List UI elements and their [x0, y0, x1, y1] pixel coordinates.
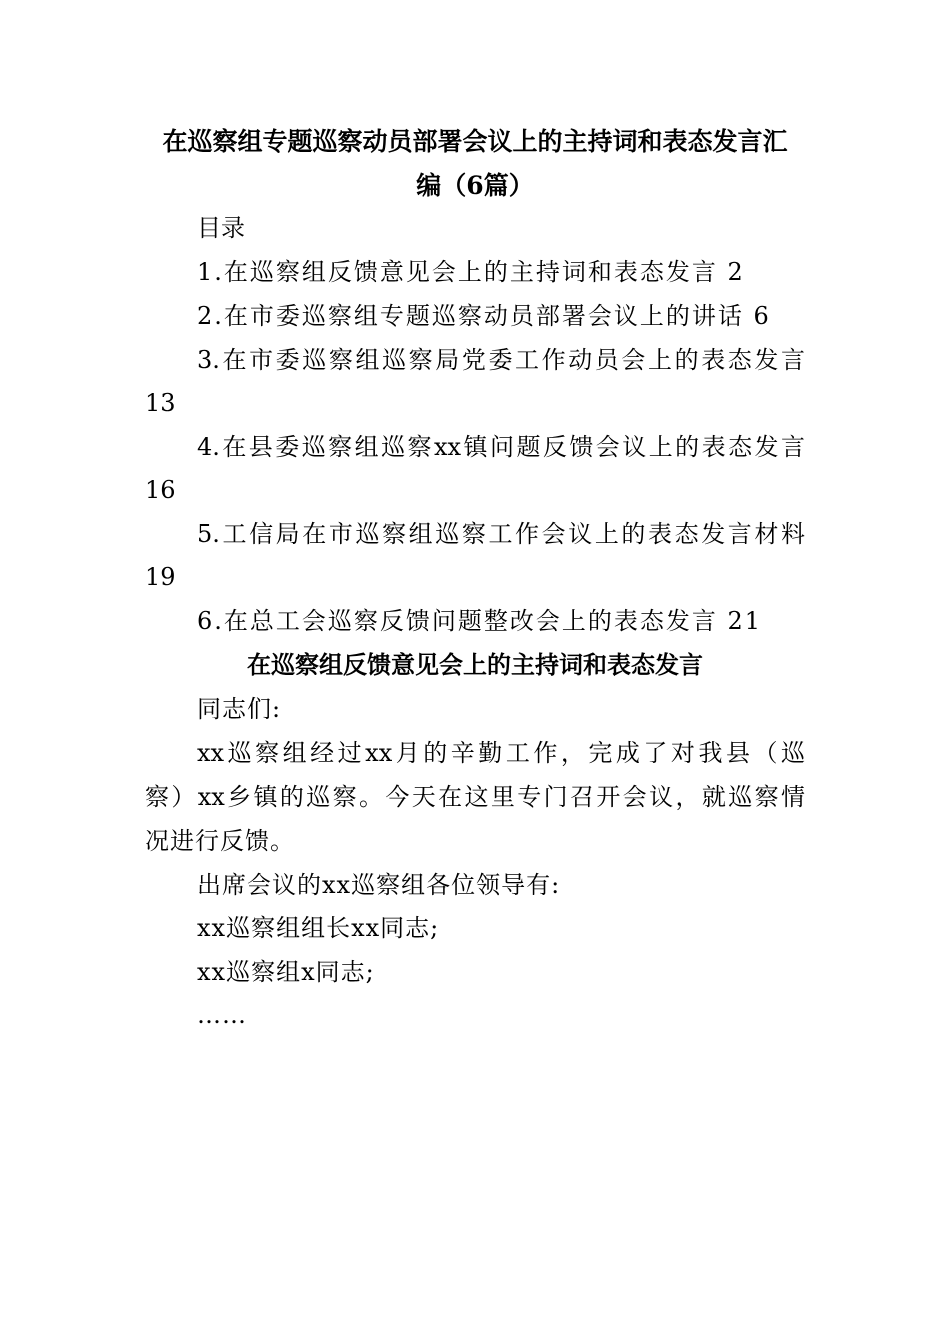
paragraph-1-line-1: xx巡察组经过xx月的辛勤工作，完成了对我县（巡 [197, 739, 805, 767]
toc-item-3-page: 13 [145, 389, 176, 417]
ellipsis: …… [197, 1001, 247, 1029]
section-title: 在巡察组反馈意见会上的主持词和表态发言 [247, 650, 703, 679]
toc-heading: 目录 [197, 214, 245, 242]
document-title-line-1: 在巡察组专题巡察动员部署会议上的主持词和表态发言汇 [162, 127, 788, 156]
toc-item-6[interactable] [197, 606, 762, 636]
toc-item-6-text: 6.在总工会巡察反馈问题整改会上的表态发言 21 [197, 607, 763, 635]
toc-item-5[interactable] [197, 519, 805, 549]
document-title-line-2: 编（6篇） [416, 171, 534, 200]
toc-item-5-text: 5.工信局在市巡察组巡察工作会议上的表态发言材料 [197, 520, 805, 548]
toc-item-2[interactable] [197, 301, 771, 331]
attendee-2: xx巡察组x同志; [197, 958, 375, 986]
toc-item-5-page: 19 [145, 563, 176, 591]
toc-item-3-text: 3.在市委巡察组巡察局党委工作动员会上的表态发言 [197, 346, 805, 374]
toc-item-4-text: 4.在县委巡察组巡察xx镇问题反馈会议上的表态发言 [197, 433, 805, 461]
toc-item-4[interactable] [197, 432, 805, 462]
toc-item-3[interactable] [197, 345, 805, 375]
toc-item-4-page: 16 [145, 476, 176, 504]
toc-item-2-text: 2.在市委巡察组专题巡察动员部署会议上的讲话 6 [197, 302, 771, 330]
document-title [145, 120, 805, 208]
paragraph-1-line-3: 况进行反馈。 [145, 827, 295, 855]
toc-item-1-text: 1.在巡察组反馈意见会上的主持词和表态发言 2 [197, 258, 745, 286]
paragraph-1-line-2: 察）xx乡镇的巡察。今天在这里专门召开会议，就巡察情 [145, 783, 805, 811]
salutation: 同志们: [197, 695, 282, 723]
attendee-1: xx巡察组组长xx同志; [197, 914, 440, 942]
attendees-intro: 出席会议的xx巡察组各位领导有: [197, 871, 561, 899]
toc-item-1[interactable] [197, 257, 745, 287]
